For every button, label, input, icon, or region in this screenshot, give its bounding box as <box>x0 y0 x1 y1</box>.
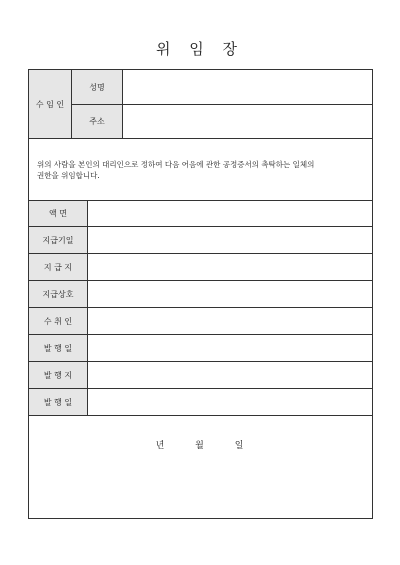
row-field-payer-name[interactable] <box>88 281 372 308</box>
row-field-due-date[interactable] <box>88 227 372 254</box>
date-line <box>29 438 372 451</box>
row-label-due-date: 지급기일 <box>29 227 88 254</box>
power-of-attorney-form <box>28 69 373 519</box>
statement-line-1: 위의 사람을 본인의 대리인으로 정하여 다음 어음에 관한 공정증서의 촉탁하는 일체의 <box>37 160 315 169</box>
address-label: 주소 <box>72 105 123 139</box>
row-field-face-value[interactable] <box>88 201 372 227</box>
date-month: 월 <box>195 441 206 451</box>
statement-line-2: 권한을 위임합니다. <box>37 171 100 180</box>
row-label-payee: 수 취 인 <box>29 308 88 335</box>
row-field-payee[interactable] <box>88 308 372 335</box>
name-field[interactable] <box>123 70 372 105</box>
row-field-payment-place[interactable] <box>88 254 372 281</box>
row-label-face-value: 액 면 <box>29 201 88 227</box>
row-field-issue-place[interactable] <box>88 362 372 389</box>
date-year: 년 <box>155 441 167 451</box>
row-label-payment-place: 지 급 지 <box>29 254 88 281</box>
address-field[interactable] <box>123 105 372 139</box>
row-field-issue-date-2[interactable] <box>88 389 372 416</box>
document-title: 위 임 장 <box>155 40 244 58</box>
row-field-issue-date[interactable] <box>88 335 372 362</box>
name-label: 성명 <box>72 70 123 105</box>
row-label-issue-date-2: 발 행 일 <box>29 389 88 416</box>
delegate-label: 수 임 인 <box>29 70 72 139</box>
delegation-statement <box>37 159 367 181</box>
row-label-issue-date: 발 행 일 <box>29 335 88 362</box>
date-day: 일 <box>234 441 246 451</box>
row-label-payer-name: 지급상호 <box>29 281 88 308</box>
row-label-issue-place: 발 행 지 <box>29 362 88 389</box>
